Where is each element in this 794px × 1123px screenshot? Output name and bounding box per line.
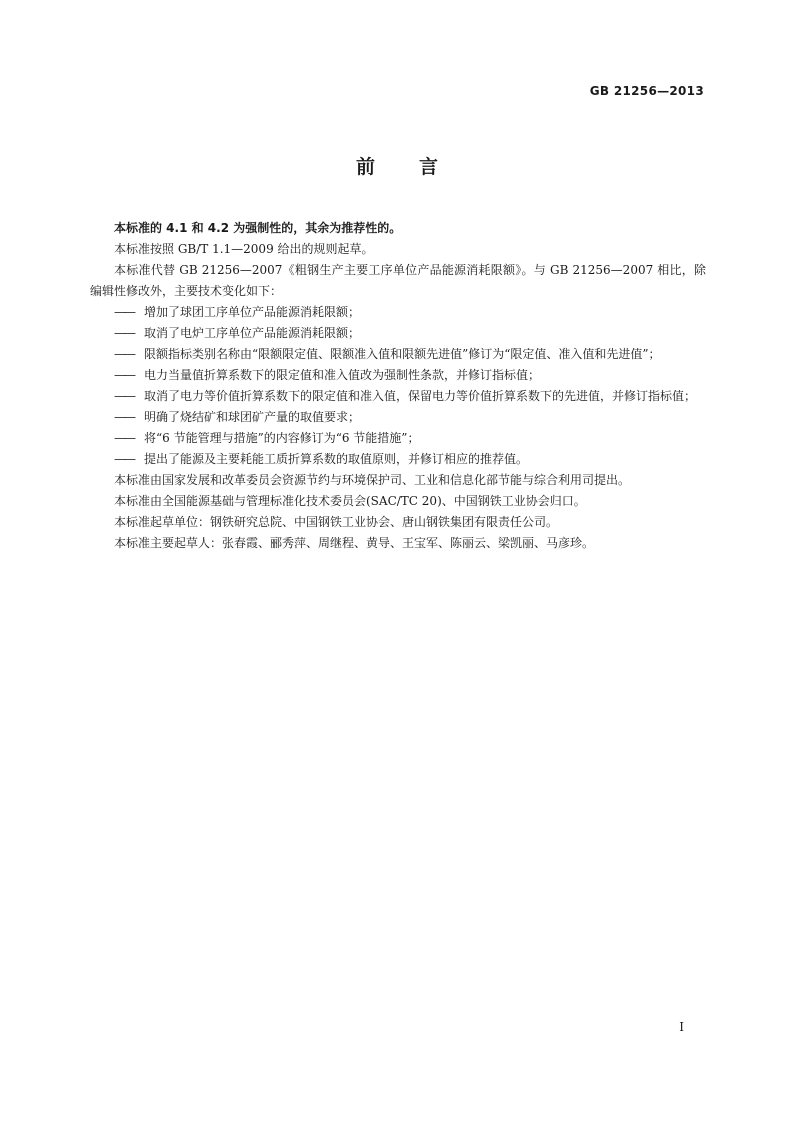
change-item [90,365,706,386]
change-text: 将“6 节能管理与措施”的内容修订为“6 节能措施”； [144,431,420,445]
drafters-paragraph: 本标准主要起草人：张春霞、郦秀萍、周继程、黄导、王宝军、陈丽云、梁凯丽、马彦珍。 [114,536,595,550]
change-item [90,428,706,449]
drafting-units-paragraph: 本标准起草单位：钢铁研究总院、中国钢铁工业协会、唐山钢铁集团有限责任公司。 [114,515,559,529]
dash-marker: —— [114,347,134,361]
centralized-by-paragraph: 本标准由全国能源基础与管理标准化技术委员会(SAC/TC 20)、中国钢铁工业协会归口。 [114,494,586,508]
change-text: 取消了电力等价值折算系数下的限定值和准入值，保留电力等价值折算系数下的先进值，并修订指标值； [144,389,697,403]
dash-marker: —— [114,305,134,319]
change-text: 提出了能源及主要耗能工质折算系数的取值原则，并修订相应的推荐值。 [144,452,529,466]
dash-marker: —— [114,410,134,424]
page-title: 前言 [355,156,482,178]
change-text: 电力当量值折算系数下的限定值和准入值改为强制性条款，并修订指标值； [144,368,541,382]
change-item [90,344,706,365]
change-item [90,407,706,428]
drafting-rules-paragraph: 本标准按照 GB/T 1.1—2009 给出的规则起草。 [114,242,374,256]
dash-marker: —— [114,452,134,466]
dash-marker: —— [114,326,134,340]
proposer-paragraph: 本标准由国家发展和改革委员会资源节约与环境保护司、工业和信息化部节能与综合利用司提出。 [114,473,631,487]
change-item [90,302,706,323]
change-item [90,323,706,344]
change-item [90,449,706,470]
replacement-paragraph: 本标准代替 GB 21256—2007《粗钢生产主要工序单位产品能源消耗限额》。与 GB 21256—2007 相比，除编辑性修改外，主要技术变化如下： [90,263,706,298]
change-text: 限额指标类别名称由“限额限定值、限额准入值和限额先进值”修订为“限定值、准入值和先进值”； [144,347,661,361]
dash-marker: —— [114,389,134,403]
standard-code: GB 21256—2013 [589,84,704,98]
foreword-body [90,218,706,554]
change-item [90,386,706,407]
change-text: 明确了烧结矿和球团矿产量的取值要求； [144,410,361,424]
page-number: I [679,1020,684,1034]
dash-marker: —— [114,368,134,382]
change-text: 取消了电炉工序单位产品能源消耗限额； [144,326,361,340]
change-text: 增加了球团工序单位产品能源消耗限额； [144,305,361,319]
mandatory-clause-paragraph: 本标准的 4.1 和 4.2 为强制性的，其余为推荐性的。 [114,221,402,235]
dash-marker: —— [114,431,134,445]
